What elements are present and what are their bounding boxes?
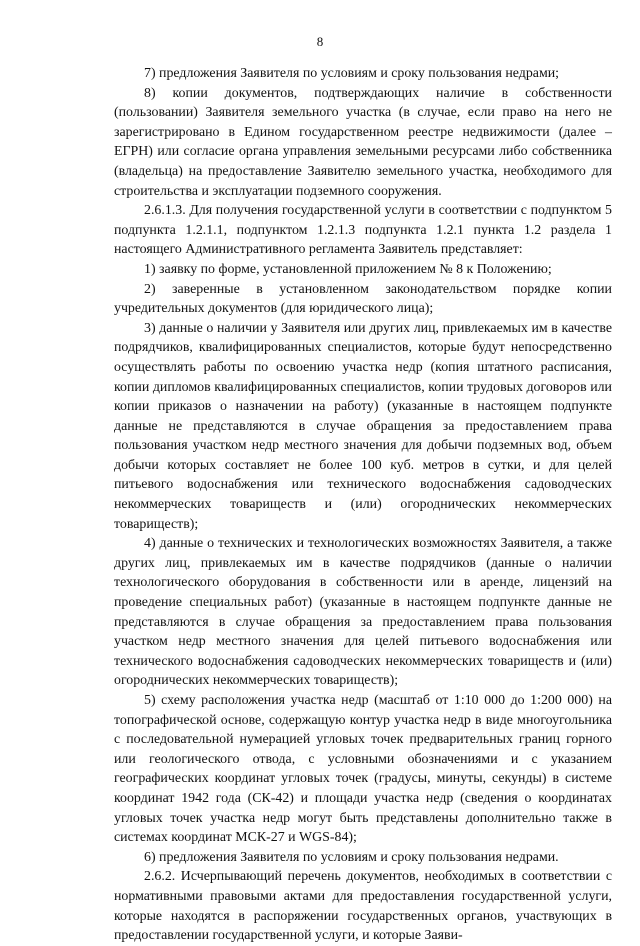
- paragraph-item-8: 8) копии документов, подтверждающих наличие в собственности (пользовании) Заявителя земельного участка (в случае, если право на него не зарегистрировано в Едином государственном реестре недвижимости (далее – ЕГРН) или согласие органа управления земельными ресурсами либо собственника (владельца) на предоставление Заявителю земельного участка, необходимого для строительства и эксплуатации подземного сооружения.: [114, 85, 612, 199]
- paragraph-list-item-6: 6) предложения Заявителя по условиям и сроку пользования недрами.: [144, 849, 559, 865]
- paragraph-list-item-2: 2) заверенные в установленном законодательством порядке копии учредительных документов (для юридического лица);: [114, 281, 612, 317]
- paragraph-item-7: 7) предложения Заявителя по условиям и сроку пользования недрами;: [144, 66, 560, 81]
- paragraph-list-item-3: 3) данные о наличии у Заявителя или других лиц, привлекаемых им в качестве подрядчиков, квалифицированных специалистов, которые будут непосредственно осуществлять работы по освоению участка недр (копия штатного расписания, копии дипломов квалифицированных специалистов, копии трудовых договоров или копии приказов о назначении на работу) (указанные в настоящем подпункте данные не представляются в случае обращения за предоставлением права пользования участком недр местного значения для добычи подземных вод, объем добычи которых составляет не более 100 куб. метров в сутки, и для целей питьевого водоснабжения или технического водоснабжения садоводческих некоммерческих товариществ и (или) огороднических некоммерческих товариществ);: [114, 320, 612, 532]
- paragraph-list-item-4: 4) данные о технических и технологических возможностях Заявителя, а также других лиц, привлекаемых им в качестве подрядчиков (данные о наличии технологического оборудования в собственности или в аренде, лицензий на проведение специальных работ) (указанные в настоящем подпункте данные не представляются в случае обращения за предоставлением права пользования участком недр местного значения для целей питьевого водоснабжения или технического водоснабжения садоводческих некоммерческих товариществ и (или) огороднических некоммерческих товариществ);: [114, 536, 612, 689]
- paragraph-2-6-1-3: 2.6.1.3. Для получения государственной услуги в соответствии с подпунктом 5 подпункта 1.2.1.1, подпунктом 1.2.1.3 подпункта 1.2.1 пункта 1.2 раздела 1 настоящего Административного регламента Заявитель представляет:: [114, 203, 612, 258]
- document-body: [114, 64, 612, 946]
- paragraph-2-6-2: 2.6.2. Исчерпывающий перечень документов, необходимых в соответствии с нормативными правовыми актами для предоставления государственной услуги, которые находятся в распоряжении государственных органов, участвующих в предоставлении государственной услуги, и которые Заяви-: [114, 869, 612, 944]
- paragraph-list-item-5: 5) схему расположения участка недр (масштаб от 1:10 000 до 1:200 000) на топографической основе, содержащую контур участка недр в виде многоугольника с последовательной нумерацией угловых точек предварительных границ горного или геологического отвода, с условными обозначениями и с указанием географических координат угловых точек (градусы, минуты, секунды) в системе координат 1942 года (СК-42) и площади участка недр (сведения о координатах угловых точек участка недр могут быть представлены дополнительно также в системах координат МСК-27 и WGS-84);: [114, 693, 612, 846]
- page-number: 8: [316, 34, 324, 49]
- paragraph-list-item-1: 1) заявку по форме, установленной приложением № 8 к Положению;: [144, 261, 552, 277]
